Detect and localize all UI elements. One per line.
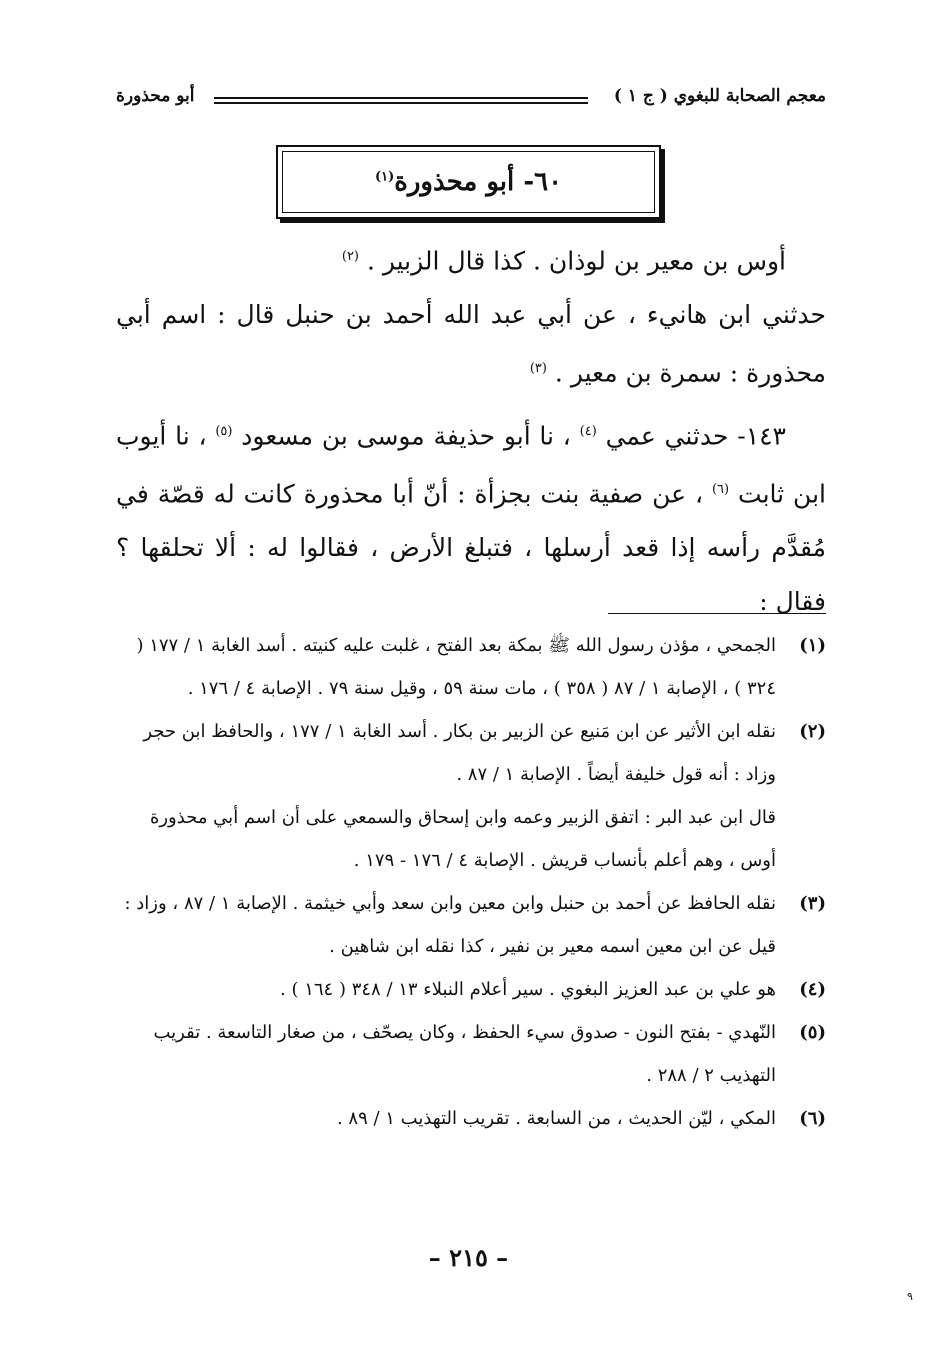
footnote-5 (116, 1011, 826, 1097)
footnote-text: هو علي بن عبد العزيز البغوي . سير أعلام النبلاء ١٣ / ٣٤٨ ( ١٦٤ ) . (280, 979, 776, 1000)
hadith-text-c: ، نا أيوب ابن ثابت (116, 420, 826, 509)
footnote-number: (٤) (799, 979, 826, 1000)
footnote-ref-5[interactable]: (٥) (215, 423, 233, 439)
header-rule (214, 97, 588, 104)
footnote-text: المكي ، ليّن الحديث ، من السابعة . تقريب التهذيب ١ / ٨٩ . (336, 1108, 776, 1129)
entry-body (116, 230, 826, 629)
entry-title-frame (282, 151, 655, 213)
footnote-text-extra: قال ابن عبد البر : اتفق الزبير وعمه وابن إسحاق والسمعي على أن اسم أبي محذورة أوس ، وهم أعلم بأنساب قريش . الإصابة ٤ / ١٧٦ - ١٧٩ . (149, 807, 776, 871)
footnote-text: نقله ابن الأثير عن ابن مَنيع عن الزبير بن بكار . أسد الغابة ١ / ١٧٧ ، والحافظ ابن حجر وزاد : أنه قول خليفة أيضاً . الإصابة ١ / ٨٧ . (143, 721, 776, 785)
body-paragraph-2-text: حدثني ابن هانيء ، عن أبي عبد الله أحمد بن حنبل قال : اسم أبي محذورة : سمرة بن معير . (116, 300, 826, 388)
body-line-1 (116, 230, 786, 288)
footnote-4 (116, 968, 826, 1011)
hadith-143 (116, 405, 826, 630)
footnote-ref-1[interactable]: (١) (374, 169, 395, 185)
page-number: – ٢١٥ – (428, 1243, 509, 1272)
body-line-1-text: أوس بن معير بن لوذان . كذا قال الزبير . (366, 246, 786, 276)
footnote-number: (١) (799, 635, 826, 656)
footnote-text: الجمحي ، مؤذن رسول الله ﷺ بمكة بعد الفتح ، غلبت عليه كنيته . أسد الغابة ١ / ١٧٧ ( ٣٢٤ ) ، الإصابة ١ / ٨٧ ( ٣٥٨ ) ، مات سنة ٥٩ ، وقيل سنة ٧٩ . الإصابة ٤ / ١٧٦ . (136, 635, 776, 699)
footnote-2 (116, 710, 826, 882)
footnote-text: نقله الحافظ عن أحمد بن حنبل وابن معين وابن سعد وأبي خيثمة . الإصابة ١ / ٨٧ ، وزاد : قيل عن ابن معين اسمه معير بن نفير ، كذا نقله ابن شاهين . (124, 893, 776, 957)
book-title: معجم الصحابة للبغوي ( ج ١ ) (613, 86, 826, 106)
footnote-1 (116, 624, 826, 710)
footnotes (116, 624, 826, 1140)
hadith-text-b: ، نا أبو حذيفة موسى بن مسعود (241, 420, 571, 450)
entry-title (375, 167, 562, 197)
hadith-text-a: ١٤٣- حدثني عمي (605, 420, 786, 450)
entry-title-text: ٦٠- أبو محذورة (394, 167, 563, 197)
footnote-ref-3[interactable]: (٣) (529, 361, 547, 377)
hadith-text-d: ، عن صفية بنت بجزأة : أنّ أبا محذورة كانت له قصّة في مُقدَّم رأسه إذا قعد أرسلها ، فتبلغ الأرض ، فقالوا له : ألا تحلقها ؟ فقال : (116, 479, 826, 617)
running-header (116, 86, 826, 116)
footnote-ref-6[interactable]: (٦) (711, 481, 730, 497)
footnote-3 (116, 882, 826, 968)
corner-mark: ٩ (907, 1290, 913, 1303)
footnote-number: (٦) (799, 1108, 826, 1129)
footnote-separator (608, 613, 826, 614)
entry-title-box (276, 145, 661, 219)
footnote-ref-2[interactable]: (٢) (341, 249, 359, 264)
footnote-number: (٣) (799, 893, 826, 914)
body-paragraph-2 (116, 288, 826, 400)
footnote-6 (116, 1097, 826, 1140)
footnote-text: النّهدي - بفتح النون - صدوق سيء الحفظ ، وكان يصحّف ، من صغار التاسعة . تقريب التهذيب ٢ / ٢٨٨ . (153, 1022, 776, 1086)
footnote-ref-4[interactable]: (٤) (579, 423, 597, 439)
footnote-number: (٢) (799, 721, 826, 742)
footnote-number: (٥) (799, 1022, 826, 1043)
header-topic: أبو محذورة (116, 86, 195, 106)
